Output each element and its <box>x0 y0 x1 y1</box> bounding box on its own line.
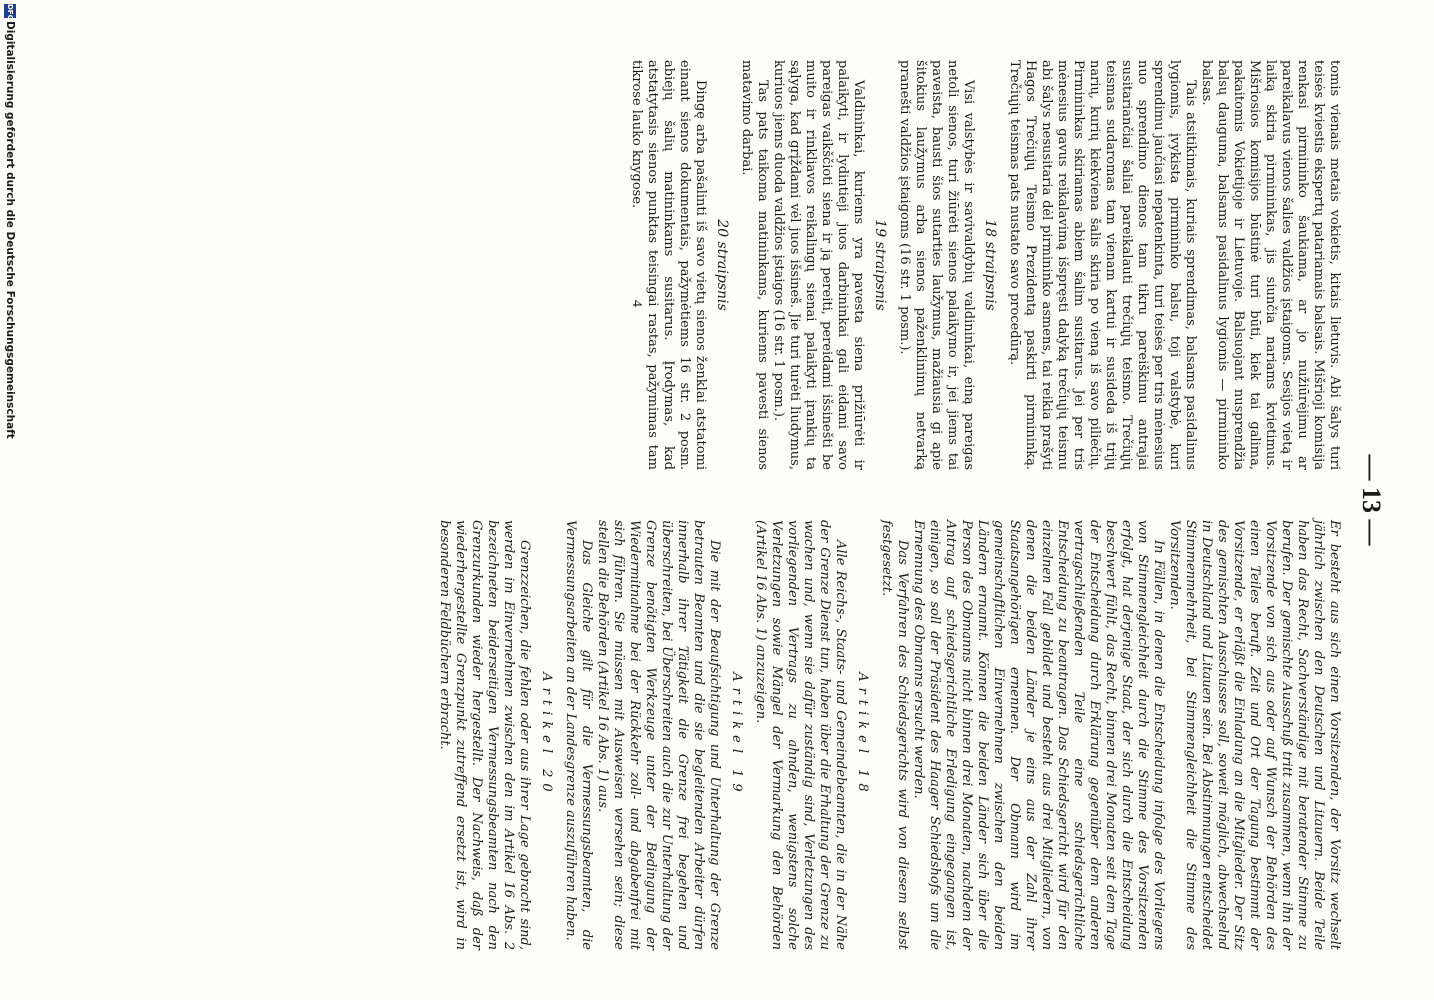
dfg-logo-icon: DFG <box>6 4 14 21</box>
de-article-18-text: Alle Reichs-, Staats- und Gemeindebeamten, die in der Nähe der Grenze Dienst tun, haben über die Erhaltung der Grenze zu wachen und, wenn sie dafür zuständig sind, Verletzungen des vorliegenden Vertrags zu ahnden, wenigstens solche Verletzungen sowie Mängel der Vermarkung den Behörden (Artikel 16 Abs. 1) anzuzeigen. <box>753 520 848 950</box>
lithuanian-column <box>628 60 1342 470</box>
page-number: — 13 — <box>1357 454 1386 546</box>
de-article-19-paragraph-1: Die mit der Beaufsichtigung und Unterhaltung der Grenze betrauten Beamten und die sie begleitenden Arbeiter dürfen innerhalb ihrer Tätigkeit die Grenze frei begehen und überschreiten, bei Überschreiten auch die zur Unterhaltung der Grenze benötigten Werkzeuge unter der Bedingung der Wiedermitnahme bei der Rückkehr zoll- und abgabenfrei mit sich führen. Sie müssen mit Ausweisen versehen sein; diese stellen die Behörden (Artikel 16 Abs. 1) aus. <box>595 520 722 950</box>
de-article-18-heading: Artikel 18 <box>855 672 870 798</box>
de-intro-paragraph-3: Das Verfahren des Schiedsgerichts wird von diesem selbst festgesetzt. <box>879 520 910 950</box>
lt-article-20-text: Dingę arba pašalinti iš savo vietų sienos ženklai atstatomi einant sienos dokumentais, pažymėtiems 16 str. 2 posm. abiejų šalių matininkams susitarus. Įrodymas, kad atstatytasis sienos punktas teisingai rastas, pažymimas tam tikrose lauko knygose. <box>629 60 708 470</box>
lt-article-20-heading: 20 straipsnis <box>714 219 730 311</box>
de-intro-paragraph-1: Er besteht aus sich einen Vorsitzenden, der Vorsitz wechselt jährlich zwischen den Deutschen und Litauern. Beide Teile haben das Recht, Sachverständige mit beratender Stimme zu berufen. Der gemischte Ausschuß tritt zusammen, wenn ihn der Vorsitzende von sich aus oder auf Wunsch der Behörden des einen Teiles beruft. Zeit und Ort der Tagung bestimmt der Vorsitzende, er erläßt die Einladung an die Mitglieder. Der Sitz des gemischten Ausschusses soll, soweit möglich, abwechselnd in Deutschland und Litauen sein. Bei Abstimmungen entscheidet Stimmenmehrheit, bei Stimmengleichheit die Stimme des Vorsitzenden. <box>1167 520 1342 950</box>
lt-article-19-paragraph-2: Tas pats taikoma matininkams, kuriems pavesti sienos matavimo darbai. <box>739 60 770 470</box>
de-article-20-text: Grenzzeichen, die fehlen oder aus ihrer Lage gebracht sind, werden im Einvernehmen zwischen den im Artikel 16 Abs. 2 bezeichneten beiderseitigen Vermessungsbeamten nach den Grenzurkunden wieder hergestellt. Der Nachweis, daß der wiederhergestellte Grenzpunkt zutreffend ersetzt ist, wird in besonderen Feldbüchern erbracht. <box>437 520 532 950</box>
footer-text: Digitalisierung gefördert durch die Deutsche Forschungsgemeinschaft <box>4 21 16 439</box>
de-article-19-paragraph-2: Das Gleiche gilt für die Vermessungsbeamten, die Vermessungsarbeiten an der Landesgrenze auszuführen haben. <box>563 520 594 950</box>
signature-mark: 4 <box>629 300 644 307</box>
digitization-footer <box>4 4 16 439</box>
de-intro-paragraph-2: In Fällen, in denen die Entscheidung infolge des Vorliegens von Stimmengleichheit durch die Stimme des Vorsitzenden erfolgt, hat derjenige Staat, der sich durch die Entscheidung beschwert fühlt, das Recht, binnen drei Monaten seit dem Tage der Entscheidung durch Erklärung gegenüber dem anderen vertragschließenden Teile eine schiedsgerichtliche Entscheidung zu beantragen. Das Schiedsgericht wird für den einzelnen Fall gebildet und besteht aus drei Mitgliedern, von denen die beiden Länder je eins aus der Zahl ihrer Staatsangehörigen ernennen. Der Obmann wird im gemeinschaftlichen Einvernehmen zwischen den beiden Ländern ernannt. Können die beiden Länder sich über die Person des Obmanns nicht binnen drei Monaten, nachdem der Antrag auf schiedsgerichtliche Erledigung eingegangen ist, einigen, so soll der Präsident des Haager Schiedshofs um die Ernennung des Obmanns ersucht werden. <box>911 520 1166 950</box>
lt-article-18-text: Visi valstybės ir savivaldybių valdininkai, einą pareigas netoli sienos, turi žiūrėti sienos palaikymo ir, jei jiems tai paveista, bausti šios sutarties laužymus, mažiausia gi apie šitokius laužymus arba sienos paženklinimų netvarką pranešti valdžios įstaigoms (16 str. 1 posm.). <box>897 60 976 470</box>
lt-article-19-heading: 19 straipsnis <box>872 219 888 311</box>
german-column <box>436 520 1342 950</box>
lt-intro-paragraph-1: tomis vienais metais vokietis, kitais lietuvis. Abi šalys turi teisės kviestis ekspertų patariamais balsais. Mišrioji komisija renkasi pirmininko šaukiama, ar jo nužiūrėjimu ar pareikalavus vienos šalies valdžios įstaigoms. Sesijos vietą ir laiką skiria pirmininkas, jis siunčia nariams kvietimus. Mišriosios komisijos būstinė turi būti, kiek tai galima, pakaitomis Vokietijoje ir Lietuvoje. Balsuojant nusprendžia balsų dauguma, balsams pasidalinus lygiomis — pirmininko balsas. <box>1199 60 1342 470</box>
de-article-19-heading: Artikel 19 <box>729 672 744 798</box>
lt-intro-paragraph-2: Tais atsitikimais, kuriais sprendimas, balsams pasidalinus lygiomis, įvykista pirmininko balsu, toji valstybė, kuri sprendimu jaučiasi nepatenkinta, turi teisės per tris mėnesius nuo sprendimo dienos tam tikru pareiškimu antrajai susitariančiai šaliai pareikalauti trečiųjų teismo. Trečiųjų teismas sudaromas tam vienam kartui ir susideda iš trijų narių, kurių kiekviena šalis skiria po vieną iš savo piliečių. Pirmininkas skiriamas abiem šalim susitarus. Jei per tris mėnesius gavus reikalavimą išspręsti dalyką trečiųjų teismu abi šalys nesusitaria dėl pirmininko asmens, tai reikia prašyti Hagos Trečiųjų Teismo Prezidentą paskirti pirmininką. Trečiųjų teismas pats nustato savo procedūrą. <box>1007 60 1198 470</box>
lt-article-18-heading: 18 straipsnis <box>982 219 998 311</box>
lt-article-19-paragraph-1: Valdininkai, kuriems yra pavesta siena prižiūrėti ir palaikyti, ir lydintieji juos darbininkai gali eidami savo pareigas vaikščioti siena ir ją pereiti, pereidami išsinešti be muito ir rinkliavos reikalingų sienai palaikyti įrankių ta sąlyga, kad grįždami vėl juos išsineš. Jie turi turėti liudymus, kuriuos jiems duoda valdžios įstaigos (16 str. 1 posm.). <box>771 60 866 470</box>
de-article-20-heading: Artikel 20 <box>539 672 554 798</box>
